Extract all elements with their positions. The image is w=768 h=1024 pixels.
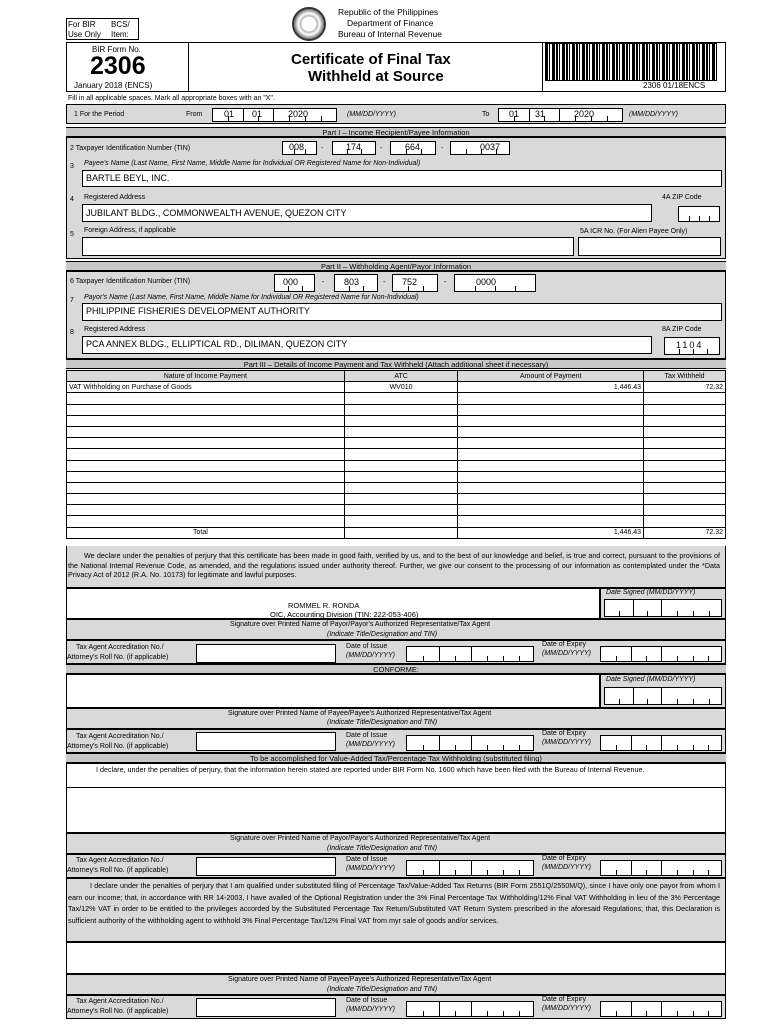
expiry-fmt-4: (MM/DD/YYYY) xyxy=(542,1005,591,1012)
row-tax[interactable] xyxy=(644,438,726,449)
payee-name-value: BARTLE BEYL, INC. xyxy=(86,173,170,183)
total-tax[interactable]: 72.32 xyxy=(644,527,726,538)
payee-tin-4-value: 0037 xyxy=(480,142,501,152)
sig-caption-2-text: Signature over Printed Name of Payee/Payee's Authorized Representative/Tax Agent xyxy=(228,710,492,717)
accred-label-3b: Attorney's Roll No. (if applicable) xyxy=(67,867,169,874)
accred-field-4[interactable] xyxy=(196,998,336,1017)
row-tax[interactable] xyxy=(644,505,726,516)
form-title-1: Certificate of Final Tax xyxy=(291,51,451,68)
row-tax[interactable] xyxy=(644,482,726,493)
accred-field-3[interactable] xyxy=(196,857,336,876)
table-row xyxy=(67,471,726,482)
period-label: 1 For the Period xyxy=(74,111,125,118)
period-from-format: (MM/DD/YYYY) xyxy=(347,111,396,118)
barcode-image xyxy=(545,43,717,81)
form-title-2: Withheld at Source xyxy=(308,68,444,85)
table-row xyxy=(67,494,726,505)
expiry-field-3[interactable] xyxy=(600,860,722,876)
period-from-dd: 01 xyxy=(252,109,263,119)
total-label xyxy=(67,527,345,538)
row-tax[interactable] xyxy=(644,460,726,471)
expiry-label-2: Date of Expiry xyxy=(542,730,586,737)
accred-label-1a: Tax Agent Accreditation No./ xyxy=(76,644,164,651)
row-amount[interactable]: 1,446.43 xyxy=(458,382,644,393)
row-nature[interactable] xyxy=(67,494,345,505)
col-header-tax: Tax Withheld xyxy=(644,371,726,382)
payee-tin-3-value: 664 xyxy=(405,142,421,152)
row-amount[interactable] xyxy=(458,393,644,404)
accred-label-3a: Tax Agent Accreditation No./ xyxy=(76,857,164,864)
row-amount[interactable] xyxy=(458,415,644,426)
row-tax[interactable] xyxy=(644,426,726,437)
date-signed-field-2[interactable] xyxy=(604,687,722,705)
row-amount[interactable] xyxy=(458,482,644,493)
accred-label-2a: Tax Agent Accreditation No./ xyxy=(76,733,164,740)
payee-address-no: 4 xyxy=(70,196,74,203)
table-row xyxy=(67,415,726,426)
row-atc[interactable] xyxy=(344,516,458,527)
expiry-label-1: Date of Expiry xyxy=(542,641,586,648)
total-label-text: Total xyxy=(193,529,208,537)
row-nature[interactable] xyxy=(67,460,345,471)
icr-label: 5A ICR No. (For Alien Payee Only) xyxy=(580,228,688,235)
instructions: Fill in all applicable spaces. Mark all appropriate boxes with an "X". xyxy=(68,95,275,102)
col-header-atc: ATC xyxy=(344,371,458,382)
row-amount[interactable] xyxy=(458,516,644,527)
form-number: 2306 xyxy=(90,52,146,80)
row-amount[interactable] xyxy=(458,471,644,482)
row-atc[interactable] xyxy=(344,393,458,404)
period-from-yyyy: 2020 xyxy=(288,109,309,119)
sig-caption-1-text: Signature over Printed Name of Payor/Payor's Authorized Representative/Tax Agent xyxy=(230,621,491,628)
row-nature[interactable] xyxy=(67,471,345,482)
issue-fmt-3: (MM/DD/YYYY) xyxy=(346,865,395,872)
table-row xyxy=(67,505,726,516)
accred-label-1b: Attorney's Roll No. (if applicable) xyxy=(67,654,169,661)
period-to-mm: 01 xyxy=(509,109,520,119)
row-amount[interactable] xyxy=(458,404,644,415)
dept-label: Department of Finance xyxy=(347,18,434,28)
row-atc[interactable]: WV010 xyxy=(344,382,458,393)
payor-tin-3-value: 752 xyxy=(402,277,418,287)
expiry-fmt-2: (MM/DD/YYYY) xyxy=(542,739,591,746)
row-tax[interactable] xyxy=(644,393,726,404)
bir-seal-icon xyxy=(292,7,326,41)
row-tax[interactable] xyxy=(644,415,726,426)
payor-tin-label: 6 Taxpayer Identification Number (TIN) xyxy=(70,278,191,285)
row-atc[interactable] xyxy=(344,460,458,471)
sig-caption-4-sub: (Indicate Title/Designation and TIN) xyxy=(327,986,438,993)
expiry-label-4: Date of Expiry xyxy=(542,996,586,1003)
table-row xyxy=(67,449,726,460)
republic-label: Republic of the Philippines xyxy=(338,7,439,17)
issue-label-3: Date of Issue xyxy=(346,856,388,863)
issue-field-2[interactable] xyxy=(406,735,534,751)
row-atc[interactable] xyxy=(344,438,458,449)
form-no-label: BIR Form No. xyxy=(92,45,141,54)
col-header-nature: Nature of Income Payment xyxy=(67,371,345,382)
table-row xyxy=(67,404,726,415)
row-nature[interactable] xyxy=(67,415,345,426)
row-atc[interactable] xyxy=(344,404,458,415)
issue-label-4: Date of Issue xyxy=(346,997,388,1004)
row-nature[interactable] xyxy=(67,516,345,527)
row-tax[interactable] xyxy=(644,404,726,415)
expiry-label-3: Date of Expiry xyxy=(542,855,586,862)
row-atc[interactable] xyxy=(344,505,458,516)
payor-name-no: 7 xyxy=(70,297,74,304)
period-from-mm: 01 xyxy=(224,109,235,119)
payor-name-label: Payor's Name (Last Name, First Name, Middle Name for Individual OR Registered Name for Non-Individual) xyxy=(84,294,419,301)
accred-field-1[interactable] xyxy=(196,644,336,663)
accred-field-2[interactable] xyxy=(196,732,336,751)
row-amount[interactable] xyxy=(458,438,644,449)
row-tax[interactable]: 72.32 xyxy=(644,382,726,393)
table-row xyxy=(67,460,726,471)
payor-name-value: PHILIPPINE FISHERIES DEVELOPMENT AUTHORITY xyxy=(86,306,310,316)
row-nature[interactable] xyxy=(67,404,345,415)
date-signed-label-1: Date Signed (MM/DD/YYYY) xyxy=(606,589,696,596)
row-nature[interactable]: VAT Withholding on Purchase of Goods xyxy=(67,382,345,393)
signatory-title: OIC, Accounting Division (TIN: 222-053-406) xyxy=(270,610,419,619)
payor-zip-label: 8A ZIP Code xyxy=(662,326,702,333)
signatory-name: ROMMEL R. RONDA xyxy=(288,601,360,610)
for-bir-label: For BIR Use Only xyxy=(68,20,101,39)
sig-caption-4-text: Signature over Printed Name of Payee/Payee's Authorized Representative/Tax Agent xyxy=(228,976,492,983)
table-row xyxy=(67,393,726,404)
payor-address-label: Registered Address xyxy=(84,326,146,333)
bureau-label: Bureau of Internal Revenue xyxy=(338,29,442,39)
total-row xyxy=(67,527,726,538)
total-atc-cell xyxy=(344,527,458,538)
payee-signature-area-2[interactable] xyxy=(66,942,726,974)
accred-label-2b: Attorney's Roll No. (if applicable) xyxy=(67,743,169,750)
row-nature[interactable] xyxy=(67,449,345,460)
declaration2-text: I declare, under the penalties of perjury, that the information herein stated are reported under BIR Form No. 1600 which have been filed with the Bureau of Internal Revenue. xyxy=(96,765,645,774)
declaration3-text: I declare under the penalties of perjury that I am qualified under substituted filing of Percentage Tax/Value-Added Tax Returns (BIR Form 2551Q/2550M/Q), since I have only one payor from whom I earn our income; that, in accordance with RR 14-2003, I have availed of the Optional Registration under the 3% Final Percentage Tax Withholding/12% Final VAT Withholding in lieu of the 3% Percentage Tax/12% VAT in order to be entitled to the privileges accorded by the Substituted Percentage Tax Return/Substituted VAT Return System prescribed in the aforesaid Regulations; that, this Declaration is sufficient authority of the withholding agent to withhold 3% Final Percentage Tax/12% Final VAT from myr sale of goods and/or services. xyxy=(68,881,720,925)
expiry-field-1[interactable] xyxy=(600,646,722,662)
row-nature[interactable] xyxy=(67,505,345,516)
conforme-title: CONFORME: xyxy=(66,664,726,674)
payor-address-value: PCA ANNEX BLDG., ELLIPTICAL RD., DILIMAN, QUEZON CITY xyxy=(86,339,348,349)
accred-label-4b: Attorney's Roll No. (if applicable) xyxy=(67,1008,169,1015)
col-header-amount: Amount of Payment xyxy=(458,371,644,382)
payor-tin-1-value: 000 xyxy=(283,277,299,287)
table-row xyxy=(67,516,726,527)
issue-field-3[interactable] xyxy=(406,860,534,876)
row-atc[interactable] xyxy=(344,482,458,493)
date-signed-label-2: Date Signed (MM/DD/YYYY) xyxy=(606,676,696,683)
foreign-address-no: 5 xyxy=(70,231,74,238)
table-row xyxy=(67,426,726,437)
issue-fmt-4: (MM/DD/YYYY) xyxy=(346,1006,395,1013)
icr-field[interactable] xyxy=(578,237,721,256)
row-tax[interactable] xyxy=(644,471,726,482)
payee-name-label: Payee's Name (Last Name, First Name, Middle Name for Individual OR Registered Name for Non-Individual) xyxy=(84,160,421,167)
issue-field-1[interactable] xyxy=(406,646,534,662)
row-atc[interactable] xyxy=(344,494,458,505)
table-row xyxy=(67,382,726,393)
issue-label-1: Date of Issue xyxy=(346,643,388,650)
expiry-fmt-1: (MM/DD/YYYY) xyxy=(542,650,591,657)
row-amount[interactable] xyxy=(458,505,644,516)
period-row xyxy=(66,104,726,124)
payee-name-field[interactable] xyxy=(82,170,722,187)
row-tax[interactable] xyxy=(644,516,726,527)
payee-address-label: Registered Address xyxy=(84,194,146,201)
row-nature[interactable] xyxy=(67,426,345,437)
row-amount[interactable] xyxy=(458,426,644,437)
row-nature[interactable] xyxy=(67,482,345,493)
period-to-dd: 31 xyxy=(535,109,546,119)
part1-title: Part I – Income Recipient/Payee Information xyxy=(66,127,726,137)
row-amount[interactable] xyxy=(458,460,644,471)
bcs-label: BCS/ Item: xyxy=(111,20,130,39)
part3-title: Part III – Details of Income Payment and Tax Withheld (Attach additional sheet if necessary) xyxy=(66,359,726,369)
payor-tin-2-value: 803 xyxy=(344,277,360,287)
barcode-text: 2306 01/18ENCS xyxy=(643,81,706,90)
expiry-fmt-3: (MM/DD/YYYY) xyxy=(542,864,591,871)
foreign-address-field[interactable] xyxy=(82,237,574,256)
payee-signature-area[interactable] xyxy=(66,674,600,708)
period-to-label: To xyxy=(482,111,490,118)
row-atc[interactable] xyxy=(344,426,458,437)
substituted-title: To be accomplished for Value-Added Tax/Percentage Tax Withholding (substituted filing) xyxy=(66,753,726,763)
issue-fmt-2: (MM/DD/YYYY) xyxy=(346,741,395,748)
row-tax[interactable] xyxy=(644,494,726,505)
period-to-format: (MM/DD/YYYY) xyxy=(629,111,678,118)
part2-title: Part II – Withholding Agent/Payor Information xyxy=(66,261,726,271)
expiry-field-2[interactable] xyxy=(600,735,722,751)
payee-tin-label: 2 Taxpayer Identification Number (TIN) xyxy=(70,145,191,152)
payor-address-no: 8 xyxy=(70,329,74,336)
payor-zip-value: 1104 xyxy=(676,340,704,350)
total-amount[interactable]: 1,446.43 xyxy=(458,527,644,538)
period-to-yyyy: 2020 xyxy=(574,109,595,119)
payee-name-no: 3 xyxy=(70,163,74,170)
sig-caption-3-text: Signature over Printed Name of Payor/Payor's Authorized Representative/Tax Agent xyxy=(230,835,491,842)
row-amount[interactable] xyxy=(458,449,644,460)
table-row xyxy=(67,482,726,493)
table-row xyxy=(67,438,726,449)
payor-tin-4-value: 0000 xyxy=(476,277,497,287)
row-tax[interactable] xyxy=(644,449,726,460)
sig-caption-3-sub: (Indicate Title/Designation and TIN) xyxy=(327,845,438,852)
form-date: January 2018 (ENCS) xyxy=(74,81,153,90)
row-amount[interactable] xyxy=(458,494,644,505)
declaration-text: We declare under the penalties of perjury that this certificate has been made in good faith, verified by us, and to the best of our knowledge and belief, is true and correct, pursuant to the provisions of the National Internal Revenue Code, as amended, and the regulations issued under authority thereof. Further, we give our consent to the processing of our information as contemplated under the *Data Privacy Act of 2012 (R.A. No. 10173) for legitimate and lawful purposes. xyxy=(68,551,720,580)
date-signed-field-1[interactable] xyxy=(604,599,722,617)
expiry-field-4[interactable] xyxy=(600,1001,722,1017)
sig-caption-1-sub: (Indicate Title/Designation and TIN) xyxy=(327,631,438,638)
row-nature[interactable] xyxy=(67,438,345,449)
row-atc[interactable] xyxy=(344,415,458,426)
accred-label-4a: Tax Agent Accreditation No./ xyxy=(76,998,164,1005)
issue-fmt-1: (MM/DD/YYYY) xyxy=(346,652,395,659)
foreign-address-label: Foreign Address, if applicable xyxy=(84,227,176,234)
row-atc[interactable] xyxy=(344,449,458,460)
payee-zip-field[interactable] xyxy=(678,206,720,222)
issue-field-4[interactable] xyxy=(406,1001,534,1017)
payee-tin-2-value: 174 xyxy=(346,142,362,152)
payee-tin-1-value: 008 xyxy=(289,142,305,152)
payee-address-value: JUBILANT BLDG., COMMONWEALTH AVENUE, QUEZON CITY xyxy=(86,208,347,218)
income-payment-table xyxy=(66,370,726,539)
row-atc[interactable] xyxy=(344,471,458,482)
row-nature[interactable] xyxy=(67,393,345,404)
issue-label-2: Date of Issue xyxy=(346,732,388,739)
payee-zip-label: 4A ZIP Code xyxy=(662,194,702,201)
period-from-label: From xyxy=(186,111,203,118)
sig-caption-2-sub: (Indicate Title/Designation and TIN) xyxy=(327,719,438,726)
